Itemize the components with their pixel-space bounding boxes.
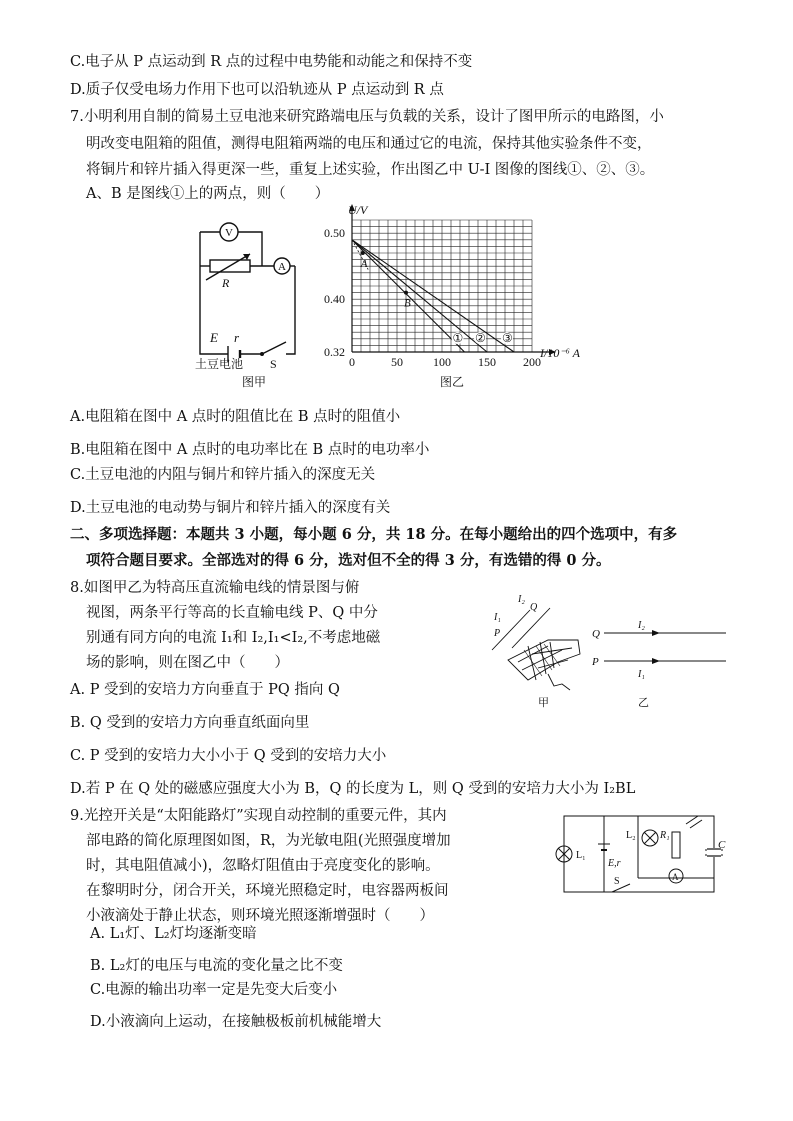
ammeter-label: A	[278, 261, 286, 273]
x-tick-label: 100	[433, 355, 451, 369]
y-axis-label: U/V	[348, 203, 368, 217]
emf-label: E	[210, 330, 218, 345]
q8-stem-line2: 视图，两条平行等高的长直输电线 P、Q 中分	[86, 605, 378, 621]
q7-option-c: C.土豆电池的内阻与铜片和锌片插入的深度无关	[70, 467, 376, 483]
q9-stem-line2: 部电路的简化原理图如图，R，为光敏电阻(光照强度增加	[86, 833, 451, 849]
q7-option-d: D.土豆电池的电动势与铜片和锌片插入的深度有关	[70, 500, 391, 516]
q7-stem-line3: 将铜片和锌片插入得更深一些，重复上述实验，作出图乙中 U-I 图像的图线①、②、③。	[86, 162, 655, 178]
y-tick-label: 0.40	[324, 292, 345, 307]
figure-yi-caption: 图乙	[440, 375, 465, 389]
q8-stem-line4: 场的影响，则在图乙中（ ）	[86, 655, 289, 671]
q9-stem-line5: 小液滴处于静止状态，则环境光照逐渐增强时（ ）	[86, 908, 434, 924]
q9-capacitor-label: C	[718, 839, 726, 851]
x-tick-label: 0	[349, 355, 355, 369]
q8-yi-i1-label: I₁	[638, 669, 645, 680]
q6-option-c: C.电子从 P 点运动到 R 点的过程中电势能和动能之和保持不变	[70, 54, 473, 70]
q8-jia-p-label: P	[494, 628, 501, 639]
voltmeter-label: V	[225, 227, 233, 239]
y-tick-label: 0.50	[324, 226, 345, 241]
q7-option-b: B.电阻箱在图中 A 点时的电功率比在 B 点时的电功率小	[70, 442, 430, 458]
q9-circuit-figure	[550, 810, 730, 900]
u-i-chart	[320, 198, 610, 390]
q8-option-a: A. P 受到的安培力方向垂直于 PQ 指向 Q	[70, 682, 340, 698]
q8-tower-figure	[488, 590, 588, 710]
section2-title-line1: 二、多项选择题：本题共 3 小题，每小题 6 分，共 18 分。在每小题给出的四个选项中，有多	[70, 526, 678, 543]
q8-jia-caption: 甲	[538, 697, 549, 709]
rheostat-label: R	[222, 276, 230, 290]
q9-stem-line1: 9.光控开关是“太阳能路灯”实现自动控制的重要元件，其内	[70, 808, 447, 824]
q8-option-c: C. P 受到的安培力大小小于 Q 受到的安培力大小	[70, 748, 387, 764]
q7-stem-line4: A、B 是图线①上的两点，则（ ）	[86, 186, 330, 202]
q9-l1-label: L₁	[576, 850, 586, 861]
q9-stem-line3: 时，其电阻值减小)，忽略灯阻值由于亮度变化的影响。	[86, 858, 440, 874]
switch-label: S	[270, 357, 277, 371]
q9-switch-label: S	[614, 876, 620, 887]
q9-stem-line4: 在黎明时分，闭合开关，环境光照稳定时，电容器两板间	[86, 883, 449, 899]
series-label: ①	[452, 331, 464, 345]
q9-option-c: C.电源的输出功率一定是先变大后变小	[90, 982, 338, 998]
q7-stem-line1: 7.小明利用自制的简易土豆电池来研究路端电压与负载的关系，设计了图甲所示的电路图，小	[70, 109, 664, 125]
series-line	[352, 240, 487, 352]
q9-option-b: B. L₂灯的电压与电流的变化量之比不变	[90, 958, 343, 974]
series-label: ③	[502, 331, 513, 345]
x-tick-label: 50	[391, 355, 403, 369]
q8-jia-i1-label: I₁	[494, 612, 501, 623]
q9-option-a: A. L₁灯、L₂灯均逐渐变暗	[90, 926, 257, 942]
x-axis-label: I/10⁻⁶ A	[540, 346, 580, 360]
figure-jia-caption: 图甲	[242, 375, 267, 389]
q9-r1-label: R₁	[660, 830, 670, 841]
series-line	[352, 240, 465, 352]
q8-stem-line1: 8.如图甲乙为特高压直流输电线的情景图与俯	[70, 580, 360, 596]
battery-label: 土豆电池	[195, 357, 244, 371]
q9-source-label: E,r	[608, 858, 621, 869]
point-label: B	[404, 297, 411, 310]
y-tick-label: 0.32	[324, 345, 345, 359]
q8-yi-caption: 乙	[638, 697, 649, 709]
q7-circuit-figure	[190, 210, 310, 390]
data-point	[404, 291, 408, 295]
q8-option-d: D.若 P 在 Q 处的磁感应强度大小为 B，Q 的长度为 L，则 Q 受到的安培力大小为 I₂BL	[70, 781, 636, 797]
q9-ammeter-label: A	[672, 872, 679, 882]
q9-l2-label: L₂	[626, 830, 636, 841]
q8-jia-i2-label: I₂	[518, 594, 525, 605]
q7-stem-line2: 明改变电阻箱的阻值，测得电阻箱两端的电压和通过它的电流，保持其他实验条件不变，	[86, 136, 652, 152]
x-tick-label: 200	[523, 355, 541, 369]
x-tick-label: 150	[478, 355, 496, 369]
internal-resistance-label: r	[234, 330, 240, 345]
section2-title-line2: 项符合题目要求。全部选对的得 6 分，选对但不全的得 3 分，有选错的得 0 分。	[86, 552, 611, 569]
q8-jia-q-label: Q	[530, 602, 538, 613]
q6-option-d: D.质子仅受电场力作用下也可以沿轨迹从 P 点运动到 R 点	[70, 82, 444, 98]
series-label: ②	[475, 331, 486, 345]
q7-option-a: A.电阻箱在图中 A 点时的阻值比在 B 点时的阻值小	[70, 409, 401, 425]
data-point	[361, 251, 365, 255]
q8-yi-i2-label: I₂	[638, 620, 645, 631]
q8-topview-figure	[590, 615, 730, 710]
q8-yi-p-label: P	[592, 656, 599, 668]
q8-option-b: B. Q 受到的安培力方向垂直纸面向里	[70, 715, 310, 731]
q8-yi-q-label: Q	[592, 628, 600, 640]
q9-option-d: D.小液滴向上运动，在接触极板前机械能增大	[90, 1014, 382, 1030]
point-label: A	[360, 258, 368, 270]
q8-stem-line3: 别通有同方向的电流 I₁和 I₂,I₁<I₂,不考虑地磁	[86, 630, 381, 646]
